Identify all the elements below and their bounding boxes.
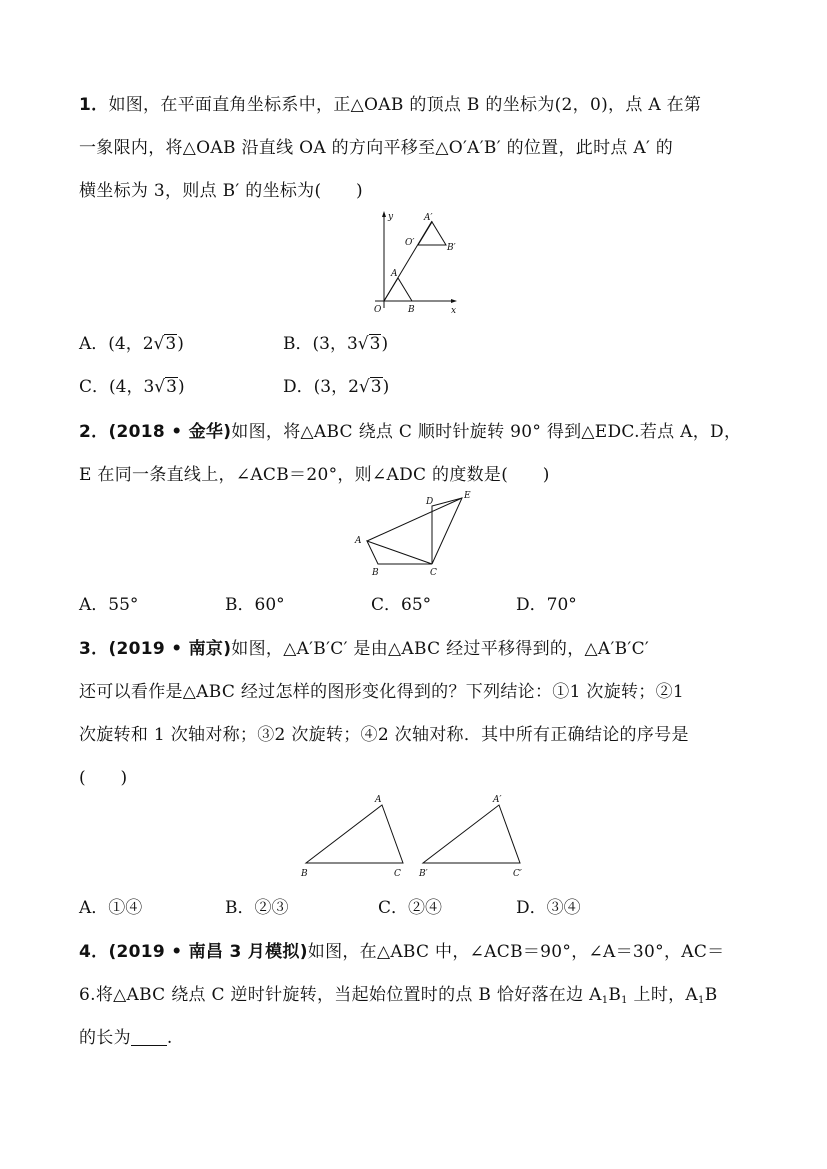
q1-option-b-radicand: 3	[369, 334, 381, 354]
q2-option-d-letter: D．	[516, 595, 547, 615]
label-o1: O′	[405, 238, 415, 248]
label-a: A	[391, 269, 398, 279]
q1-option-d-post: )	[382, 377, 390, 397]
q4-text-3: 的长为	[79, 1028, 131, 1048]
q1-line-2: 一象限内，将△OAB 沿直线 OA 的方向平移至△O′A′B′ 的位置，此时点 A′ 的	[79, 138, 674, 158]
q4-number: 4．	[79, 942, 109, 962]
q4-period: .	[166, 1028, 173, 1048]
q1-option-c-pre: (4，3	[109, 377, 155, 397]
triangle-edc	[432, 498, 462, 564]
q2-option-a-letter: A．	[79, 595, 109, 615]
label-c1: C′	[513, 869, 522, 879]
q2-option-b	[225, 590, 285, 615]
label-y: y	[388, 212, 394, 222]
label-a1: A′	[493, 795, 502, 805]
label-a: A	[355, 536, 362, 546]
q3-option-c-letter: C．	[378, 898, 409, 918]
q1-option-a-radicand: 3	[165, 334, 177, 354]
q1-number: 1．	[79, 95, 109, 115]
q3-option-a-text: ①④	[108, 898, 143, 918]
q2-line-2: E 在同一条直线上，∠ACB＝20°，则∠ADC 的度数是( )	[79, 465, 550, 485]
q1-option-b-letter: B．	[283, 334, 313, 354]
label-c: C	[394, 869, 401, 879]
q3-option-d-letter: D．	[516, 898, 547, 918]
q3-source: (2019 • 南京)	[108, 639, 232, 659]
q1-option-a-letter: A．	[79, 334, 109, 354]
q1-text-1: 如图，在平面直角坐标系中，正△OAB 的顶点 B 的坐标为(2，0)，点 A 在第	[108, 95, 702, 115]
q3-option-c	[378, 893, 442, 918]
triangle-abc	[306, 805, 403, 863]
label-a: A	[375, 795, 382, 805]
q3-figure	[295, 790, 540, 882]
label-o: O	[374, 305, 382, 315]
q1-option-d-radicand: 3	[370, 377, 382, 397]
q4-sub-a1-2: 1	[698, 995, 705, 1006]
q2-source: (2018 • 金华)	[108, 422, 232, 442]
triangle-a1b1c1	[423, 805, 520, 863]
q4-line-1	[79, 937, 724, 962]
q4-text-1: 如图，在△ABC 中，∠ACB＝90°，∠A＝30°，AC＝	[307, 942, 725, 962]
label-b1: B′	[419, 869, 428, 879]
q3-option-a	[79, 893, 142, 918]
q3-option-c-text: ②④	[408, 898, 443, 918]
q3-line-4: ( )	[79, 768, 128, 788]
q1-option-c-letter: C．	[79, 377, 110, 397]
q1-option-b-pre: (3，3	[312, 334, 358, 354]
label-c: C	[430, 568, 437, 578]
q4-line-3	[79, 1023, 173, 1048]
q1-line-3: 横坐标为 3，则点 B′ 的坐标为( )	[79, 181, 363, 201]
q4-text-2d: B	[704, 985, 718, 1005]
label-b1: B′	[447, 243, 456, 253]
q4-source: (2019 • 南昌 3 月模拟)	[108, 942, 308, 962]
q1-option-a-post: )	[177, 334, 184, 354]
q2-option-b-letter: B．	[225, 595, 255, 615]
q2-number: 2．	[79, 422, 109, 442]
y-arrow-icon	[382, 211, 386, 217]
q4-answer-blank[interactable]	[131, 1029, 167, 1046]
q3-text-1: 如图，△A′B′C′ 是由△ABC 经过平移得到的，△A′B′C′	[231, 639, 650, 659]
x-arrow-icon	[451, 299, 457, 303]
q1-option-c-post: )	[177, 377, 185, 397]
q2-option-d	[516, 590, 577, 615]
label-a1: A′	[424, 213, 433, 223]
triangle-oab	[384, 278, 412, 301]
q4-sub-b1: 1	[621, 995, 628, 1006]
q1-option-d-letter: D．	[283, 377, 314, 397]
label-d: D	[426, 497, 434, 507]
q3-option-b-letter: B．	[225, 898, 255, 918]
q1-option-a: A．(4，2√3)	[79, 334, 184, 354]
q3-option-d	[516, 893, 581, 918]
q4-sub-a1: 1	[601, 995, 609, 1006]
q2-option-d-text: 70°	[546, 595, 577, 615]
q2-line-1	[79, 417, 741, 442]
q3-line-1	[79, 634, 649, 659]
label-b: B	[408, 305, 415, 315]
q3-option-a-letter: A．	[79, 898, 109, 918]
label-b: B	[301, 869, 308, 879]
q1-option-c: C．(4，3√3)	[79, 377, 185, 397]
label-e: E	[464, 491, 471, 501]
triangle-o1a1b1	[418, 222, 446, 245]
q3-number: 3．	[79, 639, 109, 659]
q3-line-3: 次旋转和 1 次轴对称；③2 次旋转；④2 次轴对称．其中所有正确结论的序号是	[79, 725, 689, 745]
q1-option-c-radicand: 3	[166, 377, 177, 397]
q2-option-a	[79, 590, 138, 615]
triangle-abc	[367, 541, 432, 564]
q1-option-a-pre: (4，2	[108, 334, 154, 354]
q3-option-d-text: ③④	[546, 898, 581, 918]
q1-option-d: D．(3，2√3)	[283, 377, 390, 397]
q2-option-c-text: 65°	[401, 595, 432, 615]
label-b: B	[372, 568, 379, 578]
q2-option-a-text: 55°	[108, 595, 139, 615]
q2-text-1: 如图，将△ABC 绕点 C 顺时针旋转 90° 得到△EDC.若点 A，D，	[231, 422, 742, 442]
q2-option-c-letter: C．	[371, 595, 402, 615]
q1-option-b: B．(3，3√3)	[283, 334, 389, 354]
q3-option-b	[225, 893, 289, 918]
q2-option-b-text: 60°	[254, 595, 285, 615]
line-ade	[367, 498, 462, 541]
q2-figure	[350, 488, 480, 580]
q1-option-b-post: )	[381, 334, 389, 354]
label-x: x	[451, 306, 457, 316]
q4-text-2a: 6.将△ABC 绕点 C 逆时针旋转，当起始位置时的点 B 恰好落在边 A	[79, 985, 602, 1005]
q4-text-2c: 上时，A	[627, 985, 699, 1005]
q3-option-b-text: ②③	[254, 898, 289, 918]
q1-line-1	[79, 90, 701, 115]
q1-option-d-pre: (3，2	[313, 377, 359, 397]
q2-option-c	[371, 590, 431, 615]
q3-line-2: 还可以看作是△ABC 经过怎样的图形变化得到的？下列结论：①1 次旋转；②1	[79, 682, 685, 702]
q1-figure	[365, 208, 465, 318]
q4-text-2b: B	[608, 985, 622, 1005]
q4-line-2	[79, 980, 717, 1006]
